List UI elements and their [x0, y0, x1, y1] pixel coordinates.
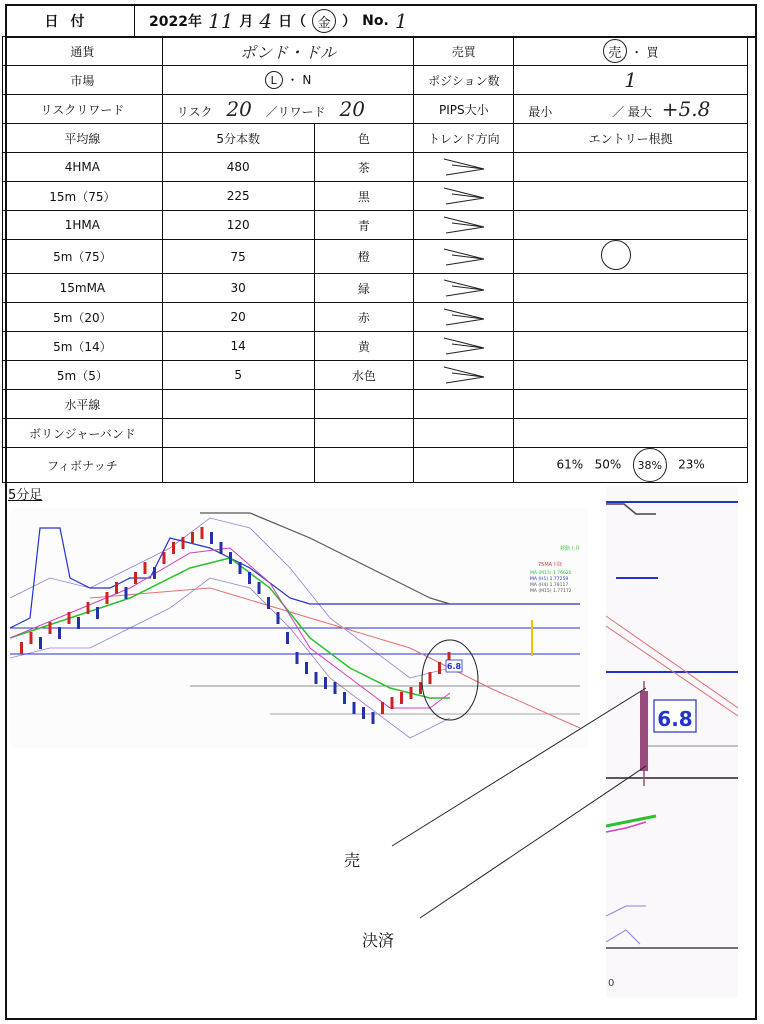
ma-color: 黄 [314, 332, 414, 361]
fibo-23: 23% [678, 457, 705, 472]
five-minute-chart [10, 508, 588, 748]
horizontal-label: 水平線 [3, 390, 163, 419]
down-right-arrow-icon [434, 155, 494, 179]
ma-name: 5m（20） [3, 303, 163, 332]
candle [343, 692, 346, 704]
legend-line-3: MA (H4) 1.78117 [530, 583, 569, 588]
positions-label: ポジション数 [414, 66, 514, 95]
day-label: 日（ [278, 14, 307, 30]
candle [163, 552, 166, 564]
buy-label: 買 [646, 45, 659, 60]
buysell-label: 売買 [414, 37, 514, 66]
min-label: 最小 [528, 105, 553, 119]
candle [315, 672, 318, 684]
candle [362, 707, 365, 719]
ma-count: 14 [162, 332, 314, 361]
market-n: N [302, 72, 312, 87]
pips-badge: 6.8 [446, 662, 462, 671]
bollinger-entry [514, 419, 748, 448]
trend-arrow-cell [414, 240, 514, 274]
trade-table [2, 36, 748, 483]
bollinger-label: ボリンジャーバンド [3, 419, 163, 448]
candle [258, 582, 261, 594]
trend-arrow-cell [414, 361, 514, 390]
candle [296, 652, 299, 664]
fibo-levels [514, 448, 748, 483]
ma-count: 30 [162, 274, 314, 303]
trend-arrow-cell [414, 274, 514, 303]
candle [172, 542, 175, 554]
ma-row [3, 211, 748, 240]
trend-text: 移動上昇 [560, 546, 581, 552]
candle [49, 622, 52, 634]
rr-value [162, 95, 414, 124]
ma-header-col1: 平均線 [3, 124, 163, 153]
zoom-pips-badge: 6.8 [657, 707, 693, 731]
ma-color: 赤 [314, 303, 414, 332]
candle [248, 572, 251, 584]
candle [372, 712, 375, 724]
fibo-61: 61% [556, 457, 584, 472]
candle [324, 677, 327, 689]
date-label: 日付 [7, 6, 135, 36]
candle [87, 602, 90, 614]
candle [353, 702, 356, 714]
candle [77, 617, 80, 629]
year: 2022年 [149, 14, 202, 30]
candle [191, 532, 194, 544]
entry-basis-cell [514, 303, 748, 332]
fibo-38-circled: 38% [633, 448, 667, 482]
candle [210, 532, 213, 544]
candle [68, 612, 71, 624]
currency-value: ポンド・ドル [162, 37, 414, 66]
ma-row [3, 361, 748, 390]
candle [115, 582, 118, 594]
ma-row [3, 274, 748, 303]
fibo-50: 50% [594, 457, 622, 472]
down-right-arrow-icon [434, 334, 494, 358]
candle [30, 632, 33, 644]
max-value: +5.8 [661, 97, 711, 121]
horizontal-count [162, 390, 314, 419]
sheet-header [7, 6, 755, 38]
rr-label: リスクリワード [3, 95, 163, 124]
market-label: 市場 [3, 66, 163, 95]
zoom-axis-label: 0 [608, 978, 615, 989]
ma-row [3, 153, 748, 182]
down-right-arrow-icon [434, 213, 494, 237]
fibo-trend [414, 448, 514, 483]
ma-name: 5m（5） [3, 361, 163, 390]
currency-label: 通貨 [3, 37, 163, 66]
fibo-label: フィボナッチ [3, 448, 163, 483]
entry-basis-cell [514, 211, 748, 240]
ma-color: 橙 [314, 240, 414, 274]
horizontal-trend [414, 390, 514, 419]
legend-line-2: MA (H1) 1.77259 [530, 577, 569, 582]
candle [106, 592, 109, 604]
market-value [162, 66, 414, 95]
down-right-arrow-icon [434, 363, 494, 387]
ma-count: 5 [162, 361, 314, 390]
risk-value: 20 [226, 97, 252, 121]
ma-count: 225 [162, 182, 314, 211]
down-right-arrow-icon [434, 305, 494, 329]
bollinger-color [314, 419, 414, 448]
bollinger-trend [414, 419, 514, 448]
candle [153, 567, 156, 579]
positions-value: 1 [514, 66, 748, 95]
ma-name: 5m（75） [3, 240, 163, 274]
candle [334, 682, 337, 694]
entry-basis-cell [514, 361, 748, 390]
horizontal-color [314, 390, 414, 419]
candle [438, 662, 441, 674]
ma-header-col2: 5分本数 [162, 124, 314, 153]
ma-count: 480 [162, 153, 314, 182]
close-annotation: 決済 [362, 931, 395, 950]
ma-row [3, 332, 748, 361]
zoomed-chart [606, 486, 738, 998]
risk-label: リスク [176, 105, 213, 119]
candle [277, 612, 280, 624]
legend-title: 75MA下降 [538, 562, 563, 568]
trend-arrow-cell [414, 211, 514, 240]
fibo-color [314, 448, 414, 483]
chart-label: 5分足 [8, 488, 43, 503]
down-right-arrow-icon [434, 184, 494, 208]
no-label: No. [362, 13, 389, 29]
ma-color: 黒 [314, 182, 414, 211]
candle [267, 597, 270, 609]
ma-name: 4HMA [3, 153, 163, 182]
down-right-arrow-icon [434, 276, 494, 300]
ma-header-col4: トレンド方向 [414, 124, 514, 153]
month-label: 月 [239, 14, 254, 30]
reward-value: 20 [339, 97, 365, 121]
ma-header-col5: エントリー根拠 [514, 124, 748, 153]
candle [134, 572, 137, 584]
market-separator: ・ [286, 72, 299, 87]
buysell-separator: ・ [630, 45, 643, 60]
close-paren: ） [342, 14, 357, 30]
candle [305, 662, 308, 674]
sell-annotation: 売 [344, 851, 361, 870]
entry-basis-cell [514, 240, 748, 274]
ma-name: 5m（14） [3, 332, 163, 361]
ma-row [3, 303, 748, 332]
candle [201, 527, 204, 539]
candle [381, 702, 384, 714]
legend-line-4: MA (M15) 1.77172 [530, 589, 572, 594]
candle [429, 672, 432, 684]
horizontal-entry [514, 390, 748, 419]
ma-row [3, 182, 748, 211]
bollinger-count [162, 419, 314, 448]
trend-arrow-cell [414, 182, 514, 211]
candle [391, 697, 394, 709]
candle [125, 587, 128, 599]
ma-name: 15mMA [3, 274, 163, 303]
candle [239, 562, 242, 574]
sell-circled: 売 [603, 39, 627, 63]
day-value: 4 [259, 9, 273, 33]
ma-name: 15m（75） [3, 182, 163, 211]
candle [182, 537, 185, 549]
entry-basis-cell [514, 274, 748, 303]
candle [400, 692, 403, 704]
candle [286, 632, 289, 644]
candle [144, 562, 147, 574]
pips-label: PIPS大小 [414, 95, 514, 124]
buysell-value [514, 37, 748, 66]
candle [20, 642, 23, 654]
entry-basis-cell [514, 182, 748, 211]
candle [410, 687, 413, 699]
ma-count: 75 [162, 240, 314, 274]
ma-count: 20 [162, 303, 314, 332]
ma-name: 1HMA [3, 211, 163, 240]
trend-arrow-cell [414, 303, 514, 332]
market-l-circled: L [265, 71, 283, 89]
month-value: 11 [207, 9, 234, 33]
down-right-arrow-icon [434, 245, 494, 269]
trend-arrow-cell [414, 153, 514, 182]
candle [39, 637, 42, 649]
ma-color: 緑 [314, 274, 414, 303]
candle [419, 682, 422, 694]
legend-line-1: MA (M15) 1.76620 [530, 571, 572, 576]
entry-circle-icon [601, 240, 631, 270]
weekday-circled: 金 [312, 9, 336, 33]
entry-basis-cell [514, 332, 748, 361]
trend-arrow-cell [414, 332, 514, 361]
entry-basis-cell [514, 153, 748, 182]
max-label: ／ 最大 [612, 105, 652, 119]
reward-label: ／リワード [265, 105, 326, 119]
ma-count: 120 [162, 211, 314, 240]
candle [58, 627, 61, 639]
candle [220, 542, 223, 554]
ma-color: 茶 [314, 153, 414, 182]
candle [96, 607, 99, 619]
ma-header-col3: 色 [314, 124, 414, 153]
pips-value [514, 95, 748, 124]
ma-row [3, 240, 748, 274]
ma-color: 水色 [314, 361, 414, 390]
ma-color: 青 [314, 211, 414, 240]
no-value: 1 [394, 9, 408, 33]
fibo-count [162, 448, 314, 483]
candle [229, 552, 232, 564]
